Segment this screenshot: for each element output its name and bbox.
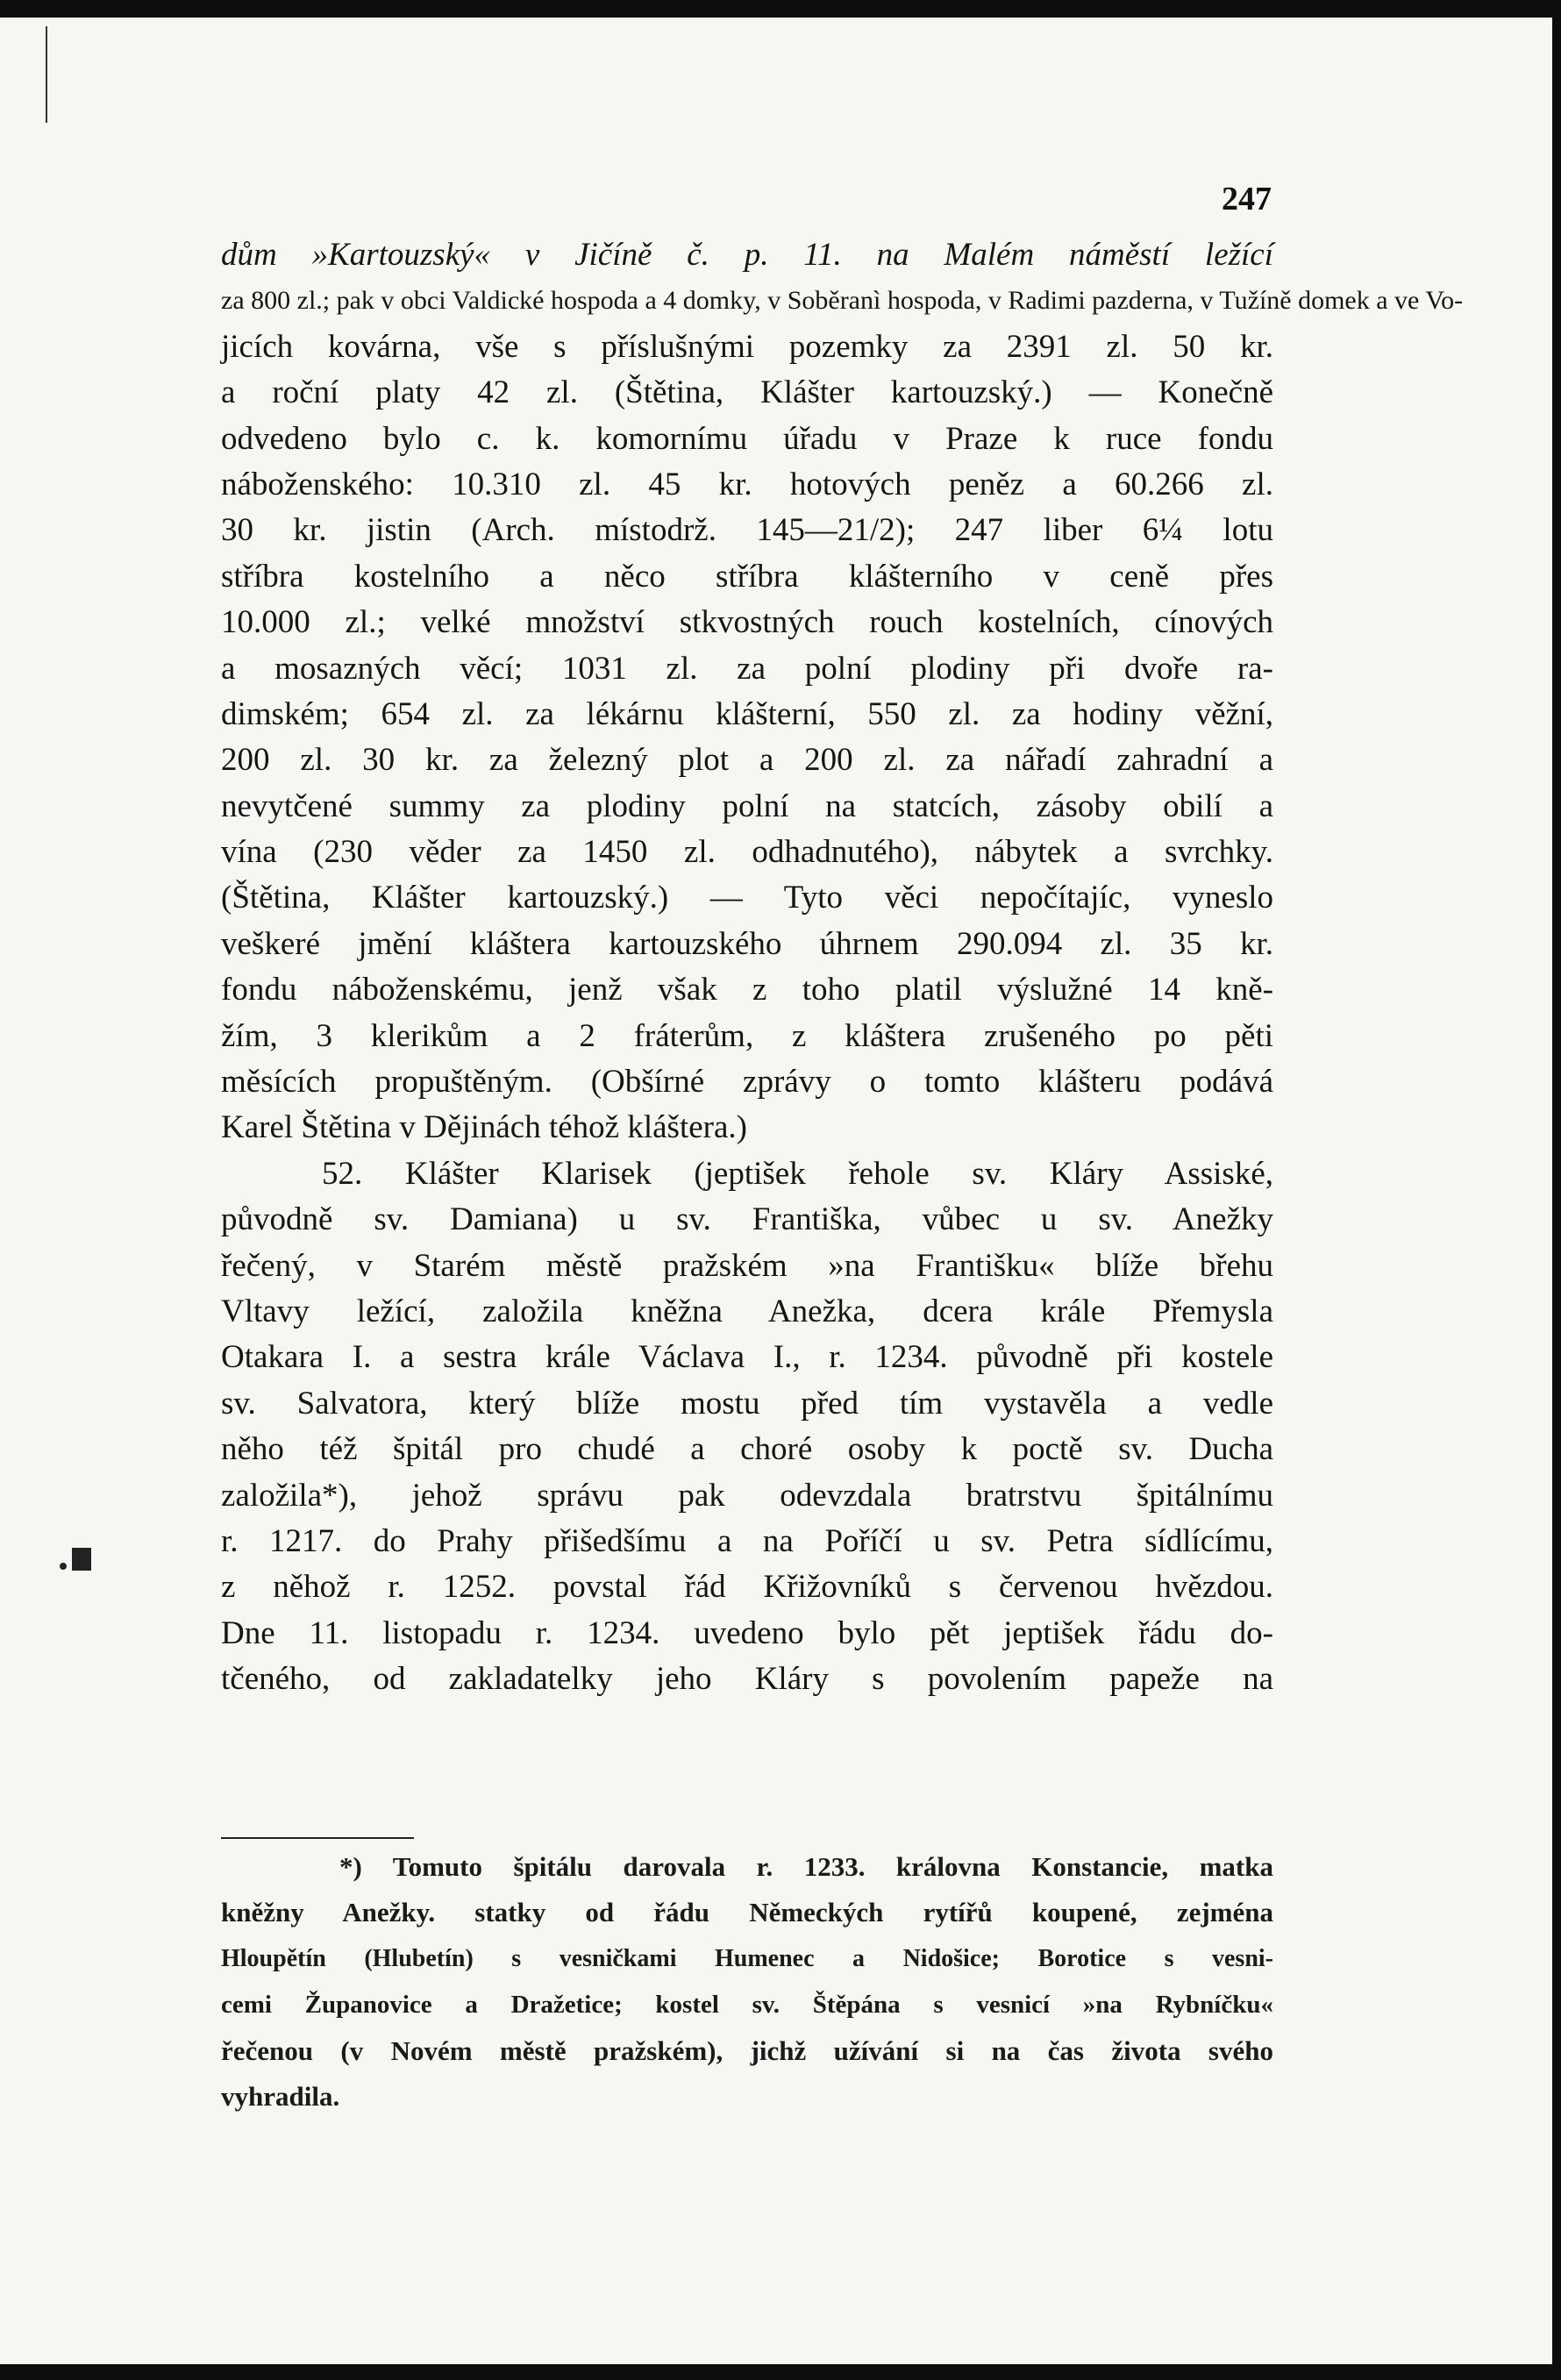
- body-line: Vltavy ležící, založila kněžna Anežka, dcera krále Přemysla: [221, 1293, 1273, 1329]
- body-line: fondu náboženskému, jenž však z toho platil výslužné 14 kně-: [221, 972, 1273, 1008]
- body-line: za 800 zl.; pak v obci Valdické hospoda a 4 domky, v Soběranì hospoda, v Radimi pazderna, v Tužíně domek a ve Vo-: [221, 286, 1464, 316]
- body-line: odvedeno bylo c. k. komornímu úřadu v Praze k ruce fondu: [221, 420, 1273, 457]
- body-text: [221, 232, 1464, 1703]
- body-line: dům »Kartouzský« v Jičíně č. p. 11. na Malém náměstí ležící: [221, 237, 1273, 273]
- body-line: založila*), jehož správu pak odevzdala bratrstvu špitálnímu: [221, 1477, 1273, 1514]
- margin-blot: [72, 1548, 91, 1571]
- body-line: jicích kovárna, vše s příslušnými pozemky za 2391 zl. 50 kr.: [221, 328, 1273, 365]
- body-line: veškeré jmění kláštera kartouzského úhrnem 290.094 zl. 35 kr.: [221, 925, 1273, 962]
- body-line: a roční platy 42 zl. (Štětina, Klášter kartouzský.) — Konečně: [221, 374, 1273, 411]
- body-line: nevytčené summy za plodiny polní na statcích, zásoby obilí a: [221, 787, 1273, 824]
- body-line: r. 1217. do Prahy přišedšímu a na Poříčí u sv. Petra sídlícímu,: [221, 1522, 1273, 1559]
- body-line: z něhož r. 1252. povstal řád Křižovníků s červenou hvězdou.: [221, 1569, 1273, 1606]
- body-line: řečený, v Starém městě pražském »na Františku« blíže břehu: [221, 1247, 1273, 1284]
- body-line: dimském; 654 zl. za lékárnu klášterní, 550 zl. za hodiny věžní,: [221, 695, 1273, 732]
- body-line: Karel Štětina v Dějinách téhož kláštera.): [221, 1109, 747, 1146]
- body-line: 200 zl. 30 kr. za železný plot a 200 zl. za nářadí zahradní a: [221, 742, 1273, 779]
- footnote-line: řečenou (v Novém městě pražském), jichž užívání si na čas života svého: [221, 2034, 1273, 2066]
- body-line: původně sv. Damiana) u sv. Františka, vůbec u sv. Anežky: [221, 1201, 1273, 1238]
- body-line: 10.000 zl.; velké množství stkvostných rouch kostelních, cínových: [221, 604, 1273, 641]
- body-line: a mosazných věcí; 1031 zl. za polní plodiny při dvoře ra-: [221, 650, 1273, 687]
- scanned-page: [0, 18, 1552, 2364]
- body-line: Otakara I. a sestra krále Václava I., r. 1234. původně při kostele: [221, 1339, 1273, 1376]
- body-line: žím, 3 klerikům a 2 fráterům, z kláštera zrušeného po pěti: [221, 1017, 1273, 1054]
- footnote-line: Hloupětín (Hlubetín) s vesničkami Humenec a Nidošice; Borotice s vesni-: [221, 1944, 1273, 1972]
- margin-rule: [46, 26, 47, 123]
- footnote-divider: [221, 1837, 414, 1839]
- footnote: [221, 1850, 1273, 2126]
- body-line: stříbra kostelního a něco stříbra klášterního v ceně přes: [221, 558, 1273, 595]
- body-line: sv. Salvatora, který blíže mostu před tím vystavěla a vedle: [221, 1385, 1273, 1422]
- margin-blot: [60, 1563, 67, 1570]
- footnote-line: vyhradila.: [221, 2080, 340, 2112]
- body-line: tčeného, od zakladatelky jeho Kláry s povolením papeže na: [221, 1661, 1273, 1698]
- body-line: vína (230 věder za 1450 zl. odhadnutého), nábytek a svrchky.: [221, 834, 1273, 871]
- section-heading-line: 52. Klášter Klarisek (jeptišek řehole sv. Kláry Assiské,: [322, 1155, 1273, 1192]
- footnote-line: *) Tomuto špitálu darovala r. 1233. královna Konstancie, matka: [339, 1851, 1273, 1882]
- page-number: 247: [1222, 181, 1272, 217]
- body-line: měsících propuštěným. (Obšírné zprávy o tomto klášteru podává: [221, 1064, 1273, 1101]
- body-line: Dne 11. listopadu r. 1234. uvedeno bylo pět jeptišek řádu do-: [221, 1614, 1273, 1651]
- body-line: 30 kr. jistin (Arch. místodrž. 145—21/2); 247 liber 6¼ lotu: [221, 512, 1273, 549]
- body-line: (Štětina, Klášter kartouzský.) — Tyto věci nepočítajíc, vyneslo: [221, 880, 1273, 916]
- footnote-line: kněžny Anežky. statky od řádu Německých rytířů koupené, zejména: [221, 1897, 1273, 1928]
- body-line: náboženského: 10.310 zl. 45 kr. hotových peněz a 60.266 zl.: [221, 466, 1273, 502]
- footnote-line: cemi Županovice a Dražetice; kostel sv. Štěpána s vesnicí »na Rybníčku«: [221, 1991, 1273, 2020]
- body-line: něho též špitál pro chudé a choré osoby k poctě sv. Ducha: [221, 1431, 1273, 1468]
